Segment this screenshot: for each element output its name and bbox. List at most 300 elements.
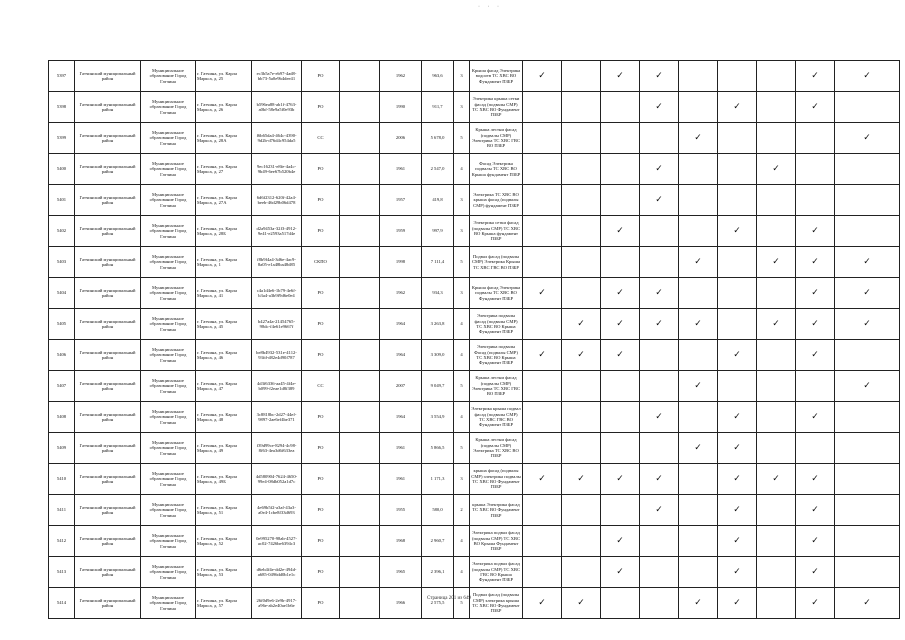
check-icon: ✓ (811, 101, 819, 112)
uid-cell: 0e995270-98ab-4527-ac02-7426be6394c3 (252, 526, 302, 557)
work-check-cell (757, 402, 796, 433)
work-check-cell (718, 526, 757, 557)
work-check-cell (523, 464, 562, 495)
district-cell: Гатчинский муниципальный район (75, 278, 141, 309)
work-check-cell (640, 526, 679, 557)
work-check-cell (796, 61, 835, 92)
floors-cell: 5 (454, 371, 470, 402)
floors-cell: 3 (454, 278, 470, 309)
address-cell: г. Гатчина, ул. Карла Маркса, д. 49Б (196, 464, 252, 495)
check-icon: ✓ (811, 597, 819, 608)
work-check-cell (523, 309, 562, 340)
check-icon: ✓ (694, 442, 702, 453)
work-check-cell (718, 61, 757, 92)
work-check-cell (718, 247, 757, 278)
work-check-cell (796, 123, 835, 154)
check-icon: ✓ (811, 411, 819, 422)
work-check-cell (640, 278, 679, 309)
work-check-cell (679, 402, 718, 433)
work-check-cell (835, 371, 900, 402)
work-check-cell (562, 154, 601, 185)
work-check-cell (601, 61, 640, 92)
work-check-cell (796, 247, 835, 278)
works-cell: Электрика крыша подвал фасад (подвалы СМР) ТС ХВС ГВС ВО Фундамент ПЗБР (470, 402, 523, 433)
table-row (49, 154, 900, 185)
work-check-cell (523, 588, 562, 619)
work-check-cell (601, 433, 640, 464)
work-check-cell (523, 247, 562, 278)
work-check-cell (796, 588, 835, 619)
work-check-cell (601, 495, 640, 526)
check-icon: ✓ (863, 597, 871, 608)
works-cell: Крыша лестни фасад (подвалы СМР) Электрика ТС ХВС ВО ПЗБР (470, 433, 523, 464)
work-check-cell (562, 309, 601, 340)
material-cell: РО (302, 495, 340, 526)
row-number: 5411 (49, 495, 75, 526)
district-cell: Гатчинский муниципальный район (75, 557, 141, 588)
work-check-cell (718, 433, 757, 464)
work-check-cell (796, 154, 835, 185)
floors-cell: 4 (454, 402, 470, 433)
check-icon: ✓ (811, 287, 819, 298)
works-cell: Подвал фасад (подвалы СМР) Электрика Крыша ТС ХВС ГВС ВО ПЗБР (470, 247, 523, 278)
work-check-cell (796, 309, 835, 340)
row-number: 5399 (49, 123, 75, 154)
work-check-cell (835, 185, 900, 216)
check-icon: ✓ (616, 566, 624, 577)
uid-cell: 4d3f6336-aa45-4f4e-b099-f2eae1d8f389 (252, 371, 302, 402)
municipality-cell: Муниципальное образование Город Гатчина (141, 340, 196, 371)
work-check-cell (562, 247, 601, 278)
work-check-cell (835, 123, 900, 154)
material-cell: РО (302, 557, 340, 588)
year-cell: 1961 (380, 154, 422, 185)
work-check-cell (640, 340, 679, 371)
area-cell: 419,8 (422, 185, 454, 216)
table-row (49, 185, 900, 216)
address-cell: г. Гатчина, ул. Карла Маркса, д. 53 (196, 557, 252, 588)
work-check-cell (796, 216, 835, 247)
work-check-cell (679, 154, 718, 185)
check-icon: ✓ (772, 256, 780, 267)
check-icon: ✓ (733, 411, 741, 422)
table-row (49, 340, 900, 371)
floors-cell: 4 (454, 309, 470, 340)
uid-cell: b427a4a-21454765-98dc-f4e61e9667f (252, 309, 302, 340)
check-icon: ✓ (811, 504, 819, 515)
work-check-cell (835, 526, 900, 557)
floors-cell: 3 (454, 464, 470, 495)
work-check-cell (835, 309, 900, 340)
table-row (49, 309, 900, 340)
work-check-cell (523, 526, 562, 557)
district-cell: Гатчинский муниципальный район (75, 464, 141, 495)
uid-cell: c4a1d4e6-1b79-4e6f-b3a4-a3b9f9d6e0e4 (252, 278, 302, 309)
check-icon: ✓ (863, 132, 871, 143)
district-cell: Гатчинский муниципальный район (75, 433, 141, 464)
work-check-cell (679, 61, 718, 92)
work-check-cell (601, 92, 640, 123)
district-cell: Гатчинский муниципальный район (75, 92, 141, 123)
floors-cell: 2 (454, 495, 470, 526)
work-check-cell (640, 92, 679, 123)
municipality-cell: Муниципальное образование Город Гатчина (141, 61, 196, 92)
floors-cell: 4 (454, 154, 470, 185)
work-check-cell (562, 557, 601, 588)
check-icon: ✓ (733, 473, 741, 484)
work-check-cell (523, 216, 562, 247)
table-row (49, 526, 900, 557)
work-check-cell (718, 278, 757, 309)
municipality-cell: Муниципальное образование Город Гатчина (141, 495, 196, 526)
work-check-cell (601, 154, 640, 185)
work-check-cell (835, 92, 900, 123)
floors-cell: 3 (454, 216, 470, 247)
floors-cell: 4 (454, 340, 470, 371)
work-check-cell (523, 185, 562, 216)
work-check-cell (835, 216, 900, 247)
work-check-cell (562, 61, 601, 92)
work-check-cell (601, 185, 640, 216)
area-cell: 963,6 (422, 61, 454, 92)
work-check-cell (835, 495, 900, 526)
check-icon: ✓ (811, 225, 819, 236)
work-check-cell (679, 185, 718, 216)
table-row (49, 495, 900, 526)
work-check-cell (718, 557, 757, 588)
work-check-cell (523, 557, 562, 588)
row-number: 5406 (49, 340, 75, 371)
work-check-cell (835, 340, 900, 371)
district-cell: Гатчинский муниципальный район (75, 495, 141, 526)
check-icon: ✓ (616, 473, 624, 484)
work-check-cell (640, 154, 679, 185)
check-icon: ✓ (863, 380, 871, 391)
municipality-cell: Муниципальное образование Город Гатчина (141, 185, 196, 216)
empty-cell (340, 92, 380, 123)
work-check-cell (757, 526, 796, 557)
work-check-cell (601, 588, 640, 619)
check-icon: ✓ (577, 318, 585, 329)
check-icon: ✓ (733, 597, 741, 608)
works-cell: Электрика крыша сетки фасад (подвалы СМР) ТС ХВС ВО Фундамент ПЗБР (470, 92, 523, 123)
work-check-cell (757, 61, 796, 92)
work-check-cell (562, 402, 601, 433)
work-check-cell (562, 433, 601, 464)
check-icon: ✓ (655, 411, 663, 422)
work-check-cell (562, 185, 601, 216)
address-cell: г. Гатчина, ул. Карла Маркса, д. 45 (196, 309, 252, 340)
work-check-cell (679, 278, 718, 309)
empty-cell (340, 216, 380, 247)
area-cell: 5 678,0 (422, 123, 454, 154)
check-icon: ✓ (577, 349, 585, 360)
address-cell: г. Гатчина, ул. Карла Маркса, д. 48 (196, 402, 252, 433)
area-cell: 5 866,5 (422, 433, 454, 464)
work-check-cell (679, 495, 718, 526)
check-icon: ✓ (811, 535, 819, 546)
empty-cell (340, 278, 380, 309)
work-check-cell (640, 464, 679, 495)
work-check-cell (796, 185, 835, 216)
work-check-cell (523, 278, 562, 309)
work-check-cell (757, 371, 796, 402)
check-icon: ✓ (694, 318, 702, 329)
work-check-cell (640, 557, 679, 588)
work-check-cell (562, 340, 601, 371)
material-cell: РО (302, 402, 340, 433)
work-check-cell (679, 433, 718, 464)
work-check-cell (718, 216, 757, 247)
municipality-cell: Муниципальное образование Город Гатчина (141, 216, 196, 247)
check-icon: ✓ (655, 163, 663, 174)
empty-cell (340, 526, 380, 557)
uid-cell: 9ec16231-e8fe-4a4c-9b49-6ee67b520b4e (252, 154, 302, 185)
work-check-cell (757, 216, 796, 247)
area-cell: 9 049,7 (422, 371, 454, 402)
check-icon: ✓ (655, 101, 663, 112)
work-check-cell (757, 340, 796, 371)
work-check-cell (796, 495, 835, 526)
work-check-cell (835, 61, 900, 92)
row-number: 5408 (49, 402, 75, 433)
works-cell: Электрика подвал фасад (подвалы СМР) ТС ХВС ВО Крыша Фундамент ПЗБР (470, 526, 523, 557)
district-cell: Гатчинский муниципальный район (75, 402, 141, 433)
work-check-cell (640, 309, 679, 340)
work-check-cell (562, 371, 601, 402)
work-check-cell (679, 340, 718, 371)
work-check-cell (601, 371, 640, 402)
work-check-cell (718, 340, 757, 371)
address-cell: г. Гатчина, ул. Карла Маркса, д. 28Б (196, 216, 252, 247)
year-cell: 1998 (380, 247, 422, 278)
uid-cell: 26f0d9e6-2e9b-4917-a96e-ab2e40ae1b6e (252, 588, 302, 619)
district-cell: Гатчинский муниципальный район (75, 309, 141, 340)
year-cell: 1957 (380, 185, 422, 216)
district-cell: Гатчинский муниципальный район (75, 123, 141, 154)
floors-cell: 4 (454, 526, 470, 557)
work-check-cell (562, 123, 601, 154)
material-cell: РО (302, 92, 340, 123)
year-cell: 1961 (380, 433, 422, 464)
table-row (49, 402, 900, 433)
empty-cell (340, 433, 380, 464)
check-icon: ✓ (811, 349, 819, 360)
work-check-cell (718, 123, 757, 154)
address-cell: г. Гатчина, ул. Карла Маркса, д. 27 (196, 154, 252, 185)
work-check-cell (718, 92, 757, 123)
check-icon: ✓ (694, 256, 702, 267)
address-cell: г. Гатчина, ул. Карла Маркса, д. 47 (196, 371, 252, 402)
check-icon: ✓ (655, 194, 663, 205)
check-icon: ✓ (733, 101, 741, 112)
municipality-cell: Муниципальное образование Город Гатчина (141, 154, 196, 185)
work-check-cell (562, 278, 601, 309)
check-icon: ✓ (863, 287, 871, 298)
floors-cell: 3 (454, 185, 470, 216)
municipality-cell: Муниципальное образование Город Гатчина (141, 247, 196, 278)
check-icon: ✓ (863, 70, 871, 81)
area-cell: 911,7 (422, 92, 454, 123)
check-icon: ✓ (733, 442, 741, 453)
top-mark: · · · (478, 4, 502, 10)
uid-cell: f8b9f4a4-3d6e-4ac9-8a05-e1a48ba48d85 (252, 247, 302, 278)
empty-cell (340, 588, 380, 619)
material-cell: СС (302, 123, 340, 154)
check-icon: ✓ (577, 597, 585, 608)
empty-cell (340, 464, 380, 495)
row-number: 5400 (49, 154, 75, 185)
page-footer: Страница 201 из 649 (427, 596, 471, 601)
work-check-cell (601, 123, 640, 154)
work-check-cell (601, 340, 640, 371)
work-check-cell (718, 588, 757, 619)
district-cell: Гатчинский муниципальный район (75, 526, 141, 557)
check-icon: ✓ (538, 473, 546, 484)
works-cell: Электрика подвалы Фасад (подвалы СМР) ТС ХВС ВО Крыша Фундамент ПЗБР (470, 340, 523, 371)
check-icon: ✓ (733, 566, 741, 577)
check-icon: ✓ (772, 163, 780, 174)
area-cell: 2 547,0 (422, 154, 454, 185)
work-check-cell (523, 61, 562, 92)
work-check-cell (640, 402, 679, 433)
district-cell: Гатчинский муниципальный район (75, 154, 141, 185)
check-icon: ✓ (616, 70, 624, 81)
uid-cell: 3c8818bc-2d27-44ef-9897-2ae6ef4be371 (252, 402, 302, 433)
floors-cell: 5 (454, 433, 470, 464)
work-check-cell (601, 247, 640, 278)
work-check-cell (718, 154, 757, 185)
work-check-cell (640, 185, 679, 216)
work-check-cell (718, 464, 757, 495)
row-number: 5403 (49, 247, 75, 278)
work-check-cell (601, 216, 640, 247)
check-icon: ✓ (616, 287, 624, 298)
area-cell: 580,0 (422, 495, 454, 526)
row-number: 5409 (49, 433, 75, 464)
floors-cell: 5 (454, 247, 470, 278)
district-cell: Гатчинский муниципальный район (75, 216, 141, 247)
area-cell: 2 396,1 (422, 557, 454, 588)
address-cell: г. Гатчина, ул. Карла Маркса, д. 57 (196, 588, 252, 619)
work-check-cell (757, 154, 796, 185)
row-number: 5407 (49, 371, 75, 402)
floors-cell: 3 (454, 92, 470, 123)
check-icon: ✓ (538, 349, 546, 360)
area-cell: 3 309,0 (422, 340, 454, 371)
row-number: 5404 (49, 278, 75, 309)
table-body (49, 61, 900, 619)
year-cell: 1955 (380, 495, 422, 526)
address-cell: г. Гатчина, ул. Карла Маркса, д. 41 (196, 278, 252, 309)
material-cell: РО (302, 154, 340, 185)
address-cell: г. Гатчина, ул. Карла Маркса, д. 49 (196, 433, 252, 464)
work-check-cell (757, 278, 796, 309)
address-cell: г. Гатчина, ул. Карла Маркса, д. 27А (196, 185, 252, 216)
area-cell: 7 111,4 (422, 247, 454, 278)
work-check-cell (796, 433, 835, 464)
municipality-cell: Муниципальное образование Город Гатчина (141, 402, 196, 433)
work-check-cell (796, 278, 835, 309)
empty-cell (340, 557, 380, 588)
table-row (49, 588, 900, 619)
address-cell: г. Гатчина, ул. Карла Маркса, д. 46 (196, 340, 252, 371)
check-icon: ✓ (733, 225, 741, 236)
work-check-cell (523, 92, 562, 123)
work-check-cell (523, 154, 562, 185)
municipality-cell: Муниципальное образование Город Гатчина (141, 464, 196, 495)
works-cell: крыша Электрика фасад ТС ХВС ВО Фундамент ПЗБР (470, 495, 523, 526)
row-number: 5412 (49, 526, 75, 557)
municipality-cell: Муниципальное образование Город Гатчина (141, 433, 196, 464)
year-cell: 1965 (380, 557, 422, 588)
floors-cell: 5 (454, 123, 470, 154)
row-number: 5398 (49, 92, 75, 123)
work-check-cell (601, 557, 640, 588)
work-check-cell (835, 154, 900, 185)
check-icon: ✓ (694, 132, 702, 143)
work-check-cell (757, 123, 796, 154)
material-cell: РО (302, 588, 340, 619)
empty-cell (340, 309, 380, 340)
municipality-cell: Муниципальное образование Город Гатчина (141, 371, 196, 402)
work-check-cell (562, 464, 601, 495)
work-check-cell (835, 278, 900, 309)
work-check-cell (757, 557, 796, 588)
work-check-cell (679, 588, 718, 619)
work-check-cell (640, 247, 679, 278)
work-check-cell (835, 588, 900, 619)
work-check-cell (796, 557, 835, 588)
work-check-cell (523, 123, 562, 154)
works-cell: Крыша лестни фасад (подвалы СМР) Электрика ТС ХВС ГВС ВО ПЗБР (470, 371, 523, 402)
material-cell: СКПО (302, 247, 340, 278)
work-check-cell (679, 464, 718, 495)
year-cell: 1962 (380, 278, 422, 309)
check-icon: ✓ (538, 287, 546, 298)
year-cell: 1959 (380, 216, 422, 247)
work-check-cell (757, 309, 796, 340)
housing-table (48, 60, 900, 619)
municipality-cell: Муниципальное образование Город Гатчина (141, 526, 196, 557)
row-number: 5414 (49, 588, 75, 619)
row-number: 5413 (49, 557, 75, 588)
work-check-cell (640, 123, 679, 154)
work-check-cell (523, 433, 562, 464)
district-cell: Гатчинский муниципальный район (75, 588, 141, 619)
year-cell: 1964 (380, 340, 422, 371)
work-check-cell (679, 557, 718, 588)
municipality-cell: Муниципальное образование Город Гатчина (141, 123, 196, 154)
work-check-cell (601, 402, 640, 433)
work-check-cell (718, 185, 757, 216)
material-cell: РО (302, 185, 340, 216)
uid-cell: f39d99ce-8294-4c98-8f63-4ea3d6f633ea (252, 433, 302, 464)
work-check-cell (835, 402, 900, 433)
work-check-cell (835, 464, 900, 495)
municipality-cell: Муниципальное образование Город Гатчина (141, 588, 196, 619)
empty-cell (340, 340, 380, 371)
check-icon: ✓ (694, 597, 702, 608)
works-cell: крыша фасад (подвалы СМР) электрика подвалы ТС ХВС ВО Фундамент ПЗБР (470, 464, 523, 495)
works-cell: Фасад Электрика подвалы ТС ХВС ВО Крыша фундамент ПЗБР (470, 154, 523, 185)
uid-cell: 4e69b5f2-a3af-43a3-a0e4-1cbe8f33d693 (252, 495, 302, 526)
work-check-cell (796, 371, 835, 402)
table-row (49, 371, 900, 402)
work-check-cell (796, 402, 835, 433)
works-cell: Электрика подвалы фасад (подвалы СМР) ТС ХВС ВО Крыша Фундамент ПЗБР (470, 309, 523, 340)
address-cell: г. Гатчина, ул. Карла Маркса, д. 26 (196, 92, 252, 123)
